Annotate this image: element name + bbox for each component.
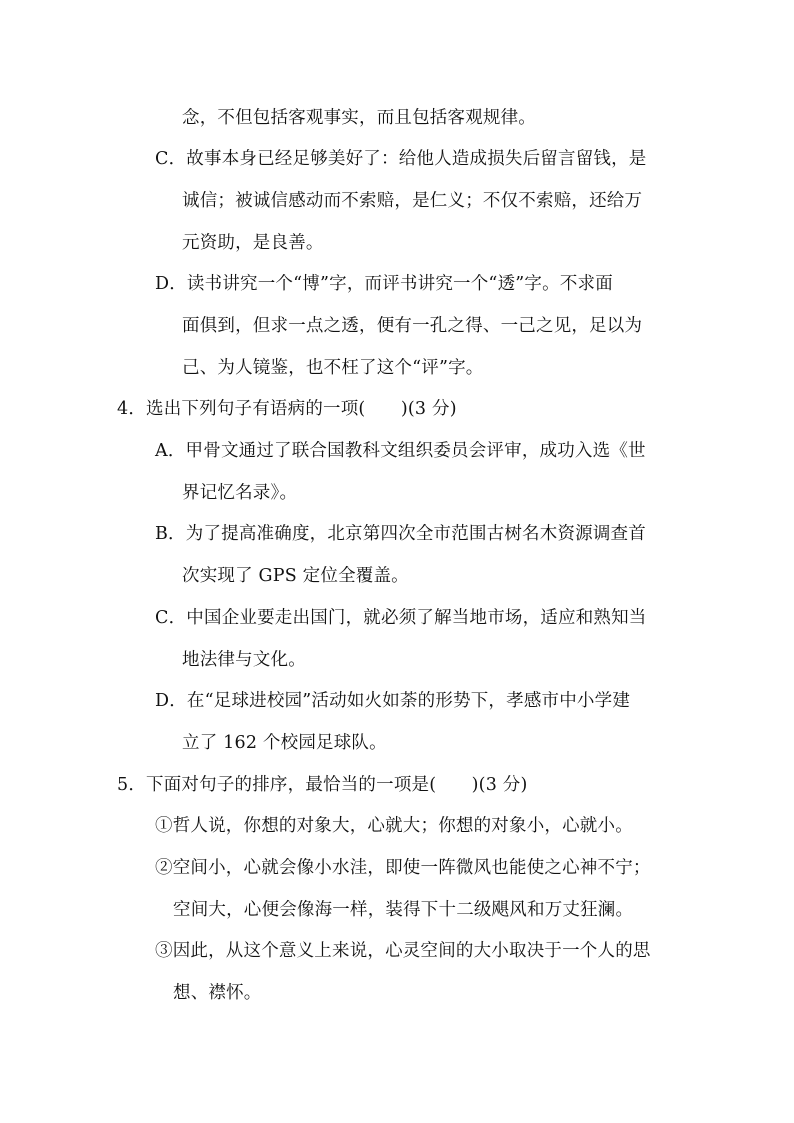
q4-option-b-line2: 次实现了 GPS 定位全覆盖。	[182, 566, 409, 586]
q5-sentence-3-line2: 想、襟怀。	[173, 983, 262, 1003]
q4-option-a-line1: A．甲骨文通过了联合国教科文组织委员会评审，成功入选《世	[155, 441, 646, 461]
q3-option-d-line2: 面俱到，但求一点之透，便有一孔之得、一己之见，足以为	[182, 316, 643, 336]
q3-option-d-line1: D．读书讲究一个“博”字，而评书讲究一个“透”字。不求面	[155, 274, 613, 294]
q5-sentence-1: ①哲人说，你想的对象大，心就大；你想的对象小，心就小。	[155, 816, 633, 836]
q4-option-b-line1: B．为了提高准确度，北京第四次全市范围古树名木资源调查首	[155, 524, 646, 544]
q3-option-b-tail: 念，不但包括客观事实，而且包括客观规律。	[182, 108, 536, 128]
q5-sentence-3-line1: ③因此，从这个意义上来说，心灵空间的大小取决于一个人的思	[155, 941, 651, 961]
q3-option-c-line3: 元资助，是良善。	[182, 233, 324, 253]
q3-option-c-line2: 诚信；被诚信感动而不索赔，是仁义；不仅不索赔，还给万	[182, 191, 643, 211]
q4-option-c-line2: 地法律与文化。	[182, 650, 306, 670]
q4-option-c-line1: C．中国企业要走出国门，就必须了解当地市场，适应和熟知当	[155, 608, 647, 628]
q5-stem: 5．下面对句子的排序，最恰当的一项是( )(3 分)	[117, 775, 528, 795]
q4-option-a-line2: 界记忆名录》。	[182, 483, 298, 503]
q3-option-c-line1: C．故事本身已经足够美好了：给他人造成损失后留言留钱，是	[155, 149, 647, 169]
q5-sentence-2-line1: ②空间小，心就会像小水洼，即使一阵微风也能使之心神不宁；	[155, 858, 651, 878]
q4-option-d-line2: 立了 162 个校园足球队。	[182, 733, 387, 753]
q4-option-d-line1: D．在“足球进校园”活动如火如荼的形势下，孝感市中小学建	[155, 691, 631, 711]
q5-sentence-2-line2: 空间大，心便会像海一样，装得下十二级飓风和万丈狂澜。	[173, 900, 634, 920]
q4-stem: 4．选出下列句子有语病的一项( )(3 分)	[117, 399, 457, 419]
q3-option-d-line3: 己、为人镜鉴，也不枉了这个“评”字。	[182, 358, 484, 378]
